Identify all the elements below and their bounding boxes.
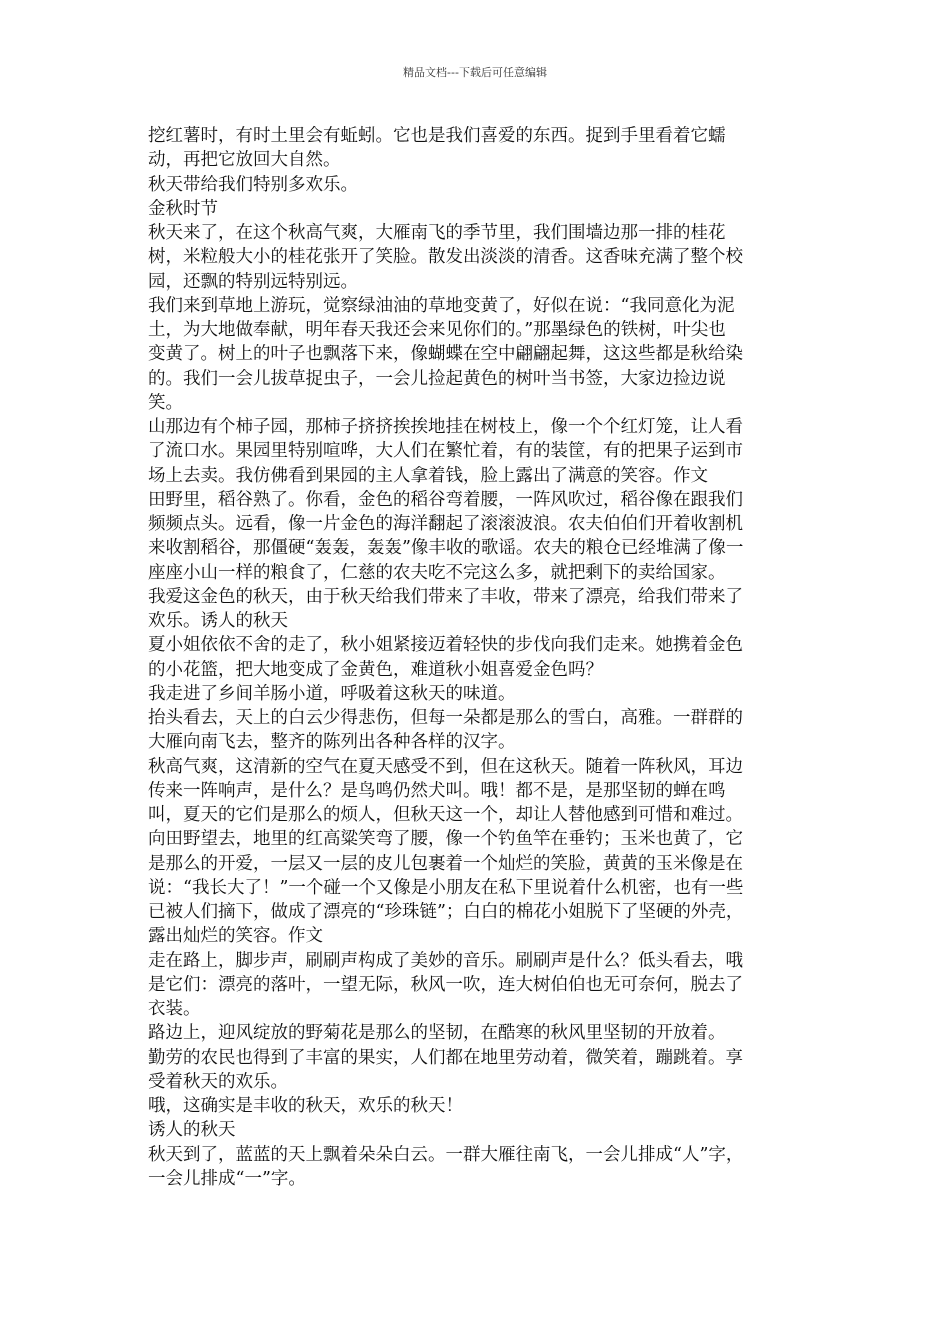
text-line: 园，还飘的特别远特别远。: [148, 271, 358, 292]
text-line: 秋天到了，蓝蓝的天上飘着朵朵白云。一群大雁往南飞，一会儿排成“人”字，: [148, 1144, 744, 1165]
text-line: 山那边有个柿子园，那柿子挤挤挨挨地挂在树枝上，像一个个红灯笼，让人看: [148, 417, 743, 437]
text-line: 路边上，迎风绽放的野菊花是那么的坚韧，在酷寒的秋风里坚韧的开放着。: [148, 1023, 726, 1044]
text-line: 的。我们一会儿拔草捉虫子，一会儿捡起黄色的树叶当书签，大家边捡边说: [148, 368, 726, 389]
document-body: [148, 124, 808, 1191]
text-line: 我爱这金色的秋天，由于秋天给我们带来了丰收，带来了漂亮，给我们带来了: [148, 586, 743, 607]
text-line: 走在路上，脚步声，刷刷声构成了美妙的音乐。刷刷声是什么？低头看去，哦: [148, 950, 743, 971]
text-line: 诱人的秋天: [148, 1120, 236, 1141]
text-line: 哦，这确实是丰收的秋天，欢乐的秋天！: [148, 1096, 463, 1116]
text-line: 已被人们摘下，做成了漂亮的“珍珠链”；白白的棉花小姐脱下了坚硬的外壳，: [148, 902, 744, 922]
text-line: 向田野望去，地里的红高粱笑弯了腰，像一个钓鱼竿在垂钓；玉米也黄了，它: [148, 829, 743, 850]
text-line: 土，为大地做奉献，明年春天我还会来见你们的。”那墨绿色的铁树，叶尖也: [148, 320, 726, 340]
text-line: 座座小山一样的粮食了，仁慈的农夫吃不完这么多，就把剩下的卖给国家。: [148, 562, 726, 583]
text-line: 频频点头。远看，像一片金色的海洋翻起了滚滚波浪。农夫伯伯们开着收割机: [148, 514, 743, 534]
text-line: 我们来到草地上游玩，觉察绿油油的草地变黄了，好似在说：“我同意化为泥: [148, 295, 735, 316]
text-line: 田野里，稻谷熟了。你看，金色的稻谷弯着腰，一阵风吹过，稻谷像在跟我们: [148, 489, 743, 510]
text-line: 金秋时节: [148, 198, 218, 219]
text-line: 欢乐。诱人的秋天: [148, 611, 288, 631]
text-line: 秋天来了，在这个秋高气爽，大雁南飞的季节里，我们围墙边那一排的桂花: [148, 223, 726, 243]
text-line: 传来一阵响声，是什么？是鸟鸣仍然犬叫。哦！都不是，是那坚韧的蝉在鸣: [148, 780, 726, 801]
text-line: 我走进了乡间羊肠小道，呼吸着这秋天的味道。: [148, 683, 516, 704]
page-header: 精品文档---下载后可任意编辑: [403, 66, 547, 79]
text-line: 笑。: [148, 392, 183, 413]
text-line: 挖红薯时，有时土里会有蚯蚓。它也是我们喜爱的东西。捉到手里看着它蠕: [148, 126, 726, 146]
text-line: 的小花篮，把大地变成了金黄色，难道秋小姐喜爱金色吗？: [148, 659, 603, 680]
text-line: 了流口水。果园里特别喧哗，大人们在繁忙着，有的装筐，有的把果子运到市: [148, 441, 743, 462]
text-line: 勤劳的农民也得到了丰富的果实，人们都在地里劳动着，微笑着，蹦跳着。享: [148, 1047, 743, 1068]
text-line: 是它们：漂亮的落叶，一望无际，秋风一吹，连大树伯伯也无可奈何，脱去了: [148, 974, 743, 995]
text-line: 场上去卖。我仿佛看到果园的主人拿着钱，脸上露出了满意的笑容。作文: [148, 465, 708, 486]
text-line: 抬头看去，天上的白云少得悲伤，但每一朵都是那么的雪白，高雅。一群群的: [148, 708, 743, 728]
text-line: 受着秋天的欢乐。: [148, 1071, 288, 1092]
text-line: 大雁向南飞去，整齐的陈列出各种各样的汉字。: [148, 732, 516, 753]
text-line: 秋高气爽，这清新的空气在夏天感受不到，但在这秋天。随着一阵秋风，耳边: [148, 756, 743, 777]
text-line: 是那么的开爱，一层又一层的皮儿包裹着一个灿烂的笑脸，黄黄的玉米像是在: [148, 853, 743, 874]
text-line: 一会儿排成“一”字。: [148, 1168, 306, 1189]
text-line: 叫，夏天的它们是那么的烦人，但秋天这一个，却让人替他感到可惜和难过。: [148, 805, 743, 825]
text-line: 变黄了。树上的叶子也飘落下来，像蝴蝶在空中翩翩起舞，这这些都是秋给染: [148, 344, 743, 365]
text-line: 说：“我长大了！”一个碰一个又像是小朋友在私下里说着什么机密，也有一些: [148, 877, 744, 898]
text-line: 来收割稻谷，那僵硬“轰轰，轰轰”像丰收的歌谣。农夫的粮仓已经堆满了像一: [148, 538, 744, 559]
text-line: 动，再把它放回大自然。: [148, 150, 341, 171]
text-line: 衣装。: [148, 999, 201, 1019]
text-line: 夏小姐依依不舍的走了，秋小姐紧接迈着轻快的步伐向我们走来。她携着金色: [148, 635, 743, 656]
text-line: 露出灿烂的笑容。作文: [148, 926, 323, 947]
text-line: 秋天带给我们特别多欢乐。: [148, 174, 358, 195]
text-line: 树，米粒般大小的桂花张开了笑脸。散发出淡淡的清香。这香味充满了整个校: [148, 247, 743, 268]
